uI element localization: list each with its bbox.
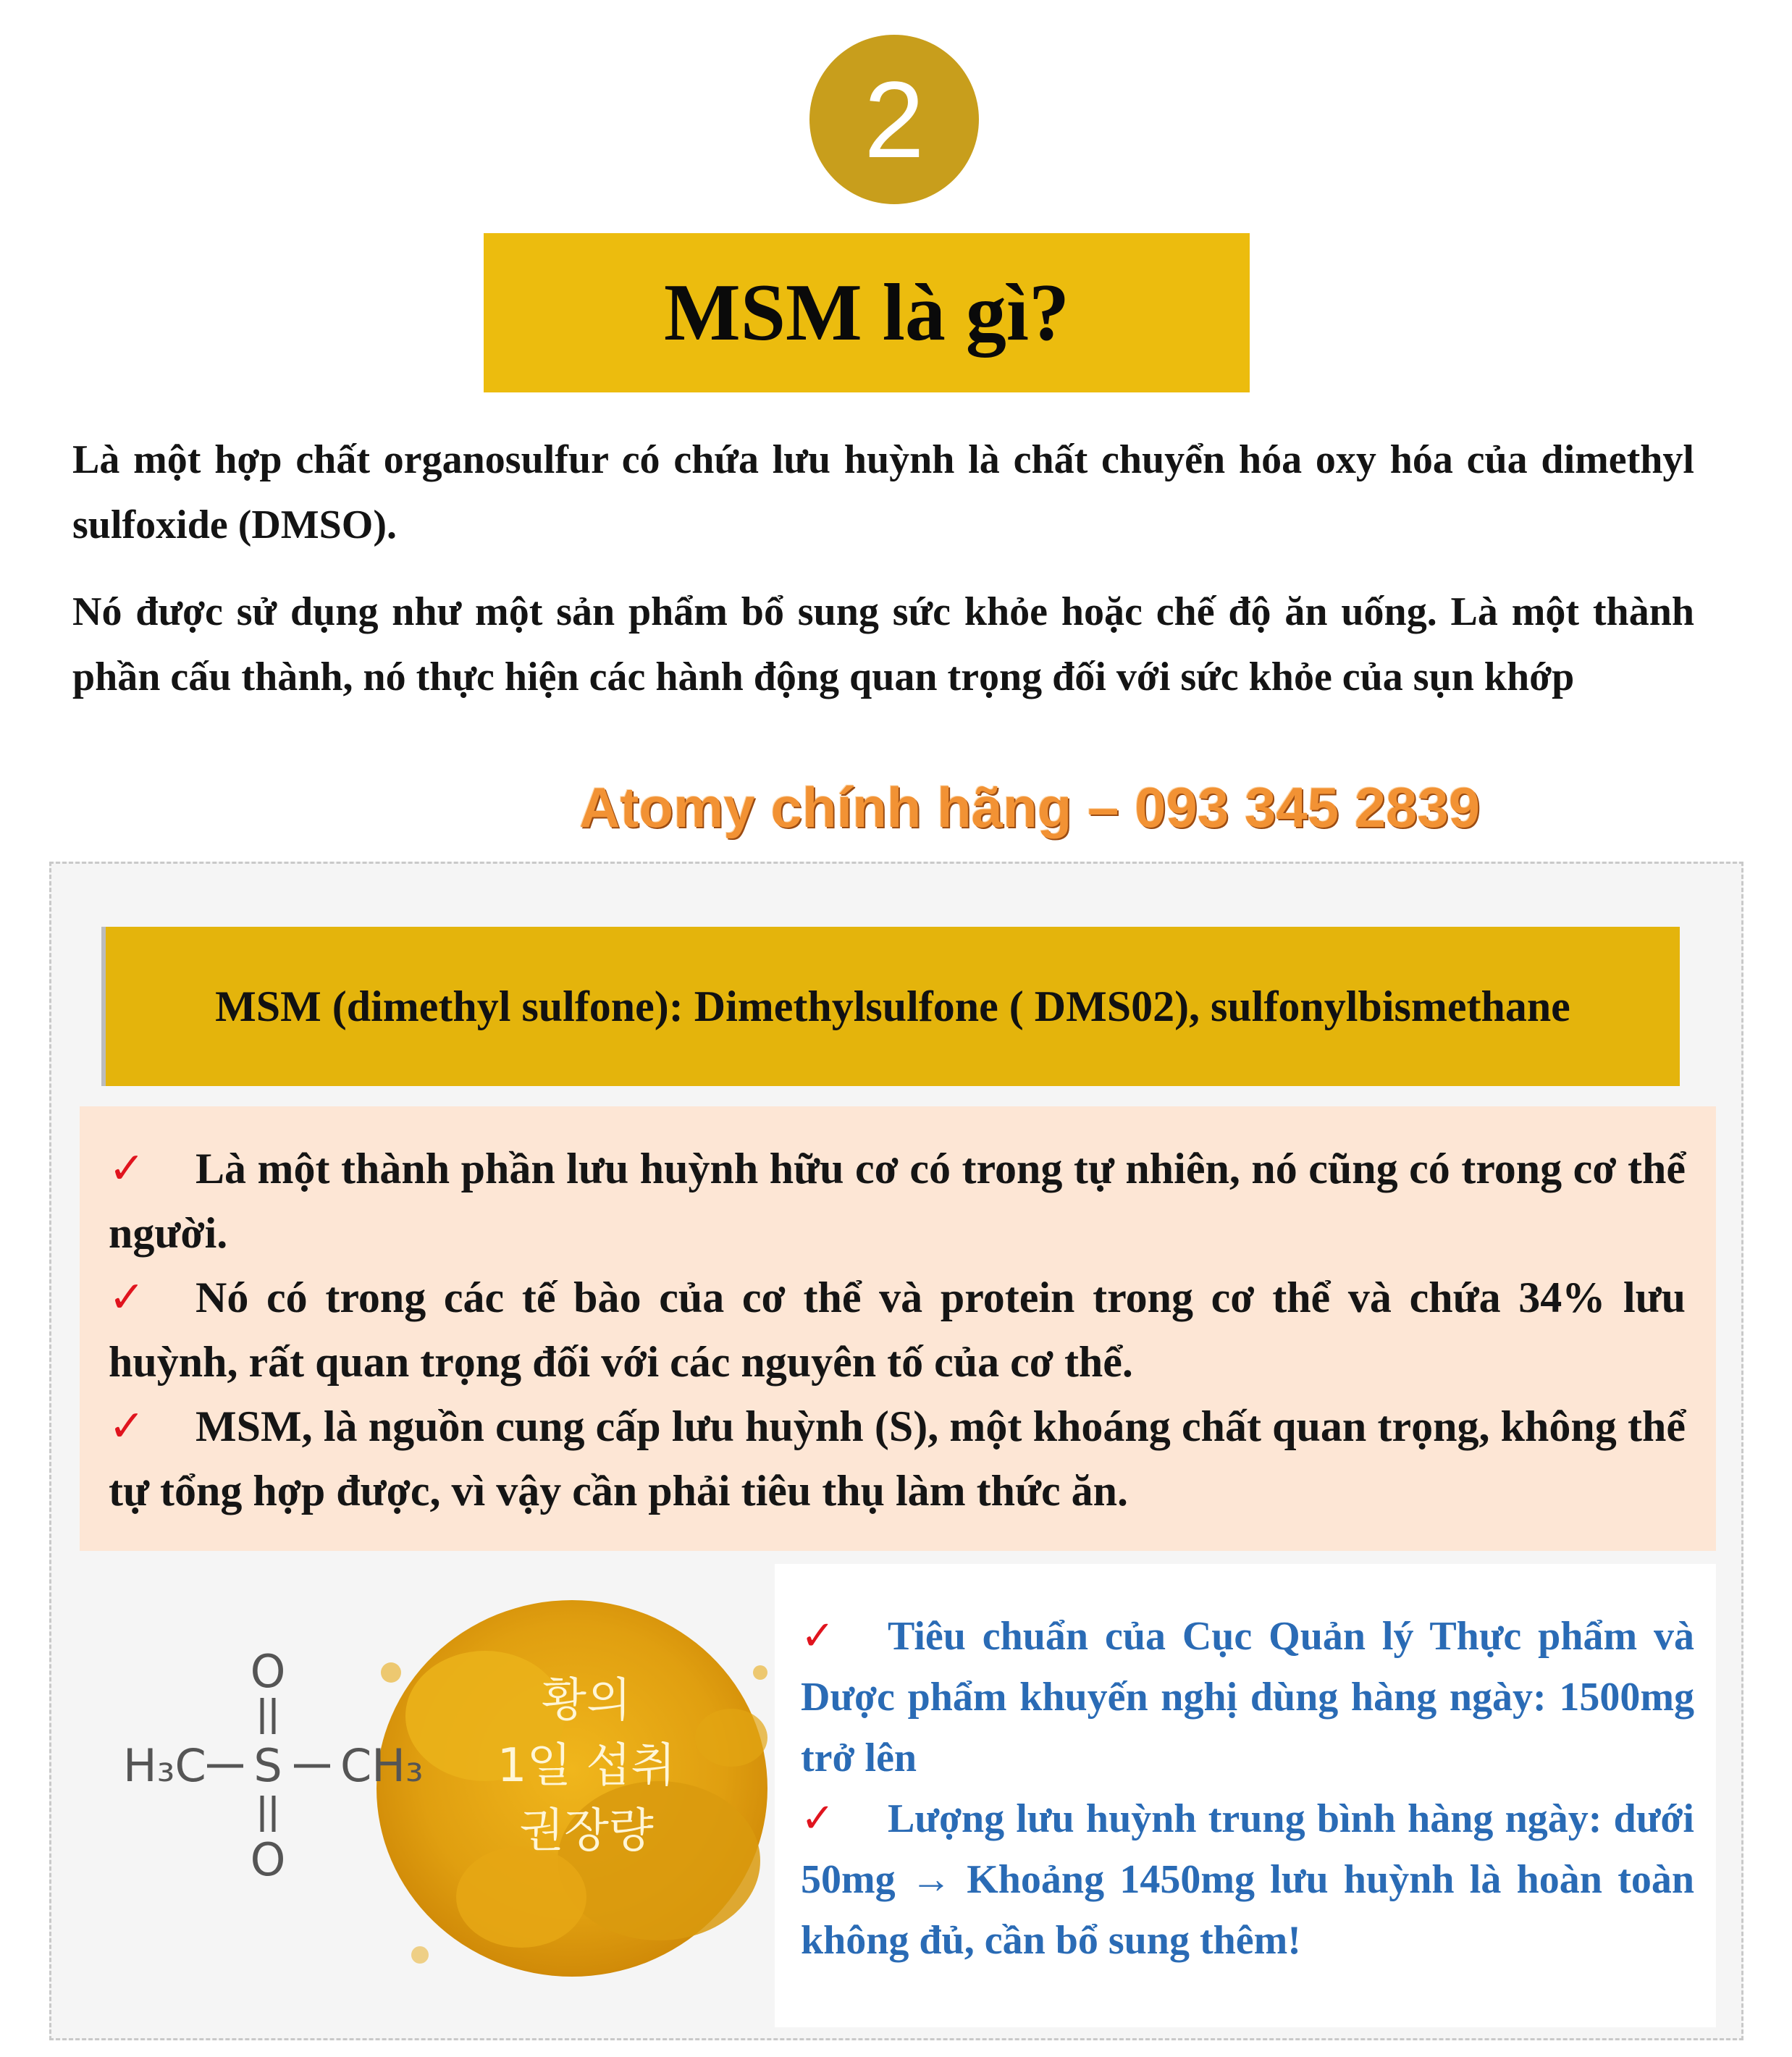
intro-text bbox=[72, 427, 1694, 710]
fact-item bbox=[109, 1266, 1686, 1395]
powder-label-line: 권장량 bbox=[519, 1804, 654, 1858]
check-icon: ✓ bbox=[801, 1795, 835, 1842]
daily-text: Tiêu chuẩn của Cục Quản lý Thực phẩm và Dược phẩm khuyến nghị dùng hàng ngày: 1500mg trở lên bbox=[801, 1614, 1694, 1780]
structural-formula bbox=[123, 1645, 424, 1886]
formula-left-group: H₃C bbox=[123, 1739, 206, 1792]
msm-structure-powder-image bbox=[80, 1549, 767, 2027]
msm-illustration bbox=[80, 1549, 767, 2027]
formula-oxygen-top: O bbox=[250, 1645, 286, 1698]
powder-label-line: 1일 섭취 bbox=[497, 1739, 676, 1793]
daily-item bbox=[801, 1606, 1694, 1788]
definition-text: MSM (dimethyl sulfone): Dimethylsulfone ( DMS02), sulfonylbismethane bbox=[215, 982, 1570, 1030]
intro-paragraph-2: Nó được sử dụng như một sản phẩm bổ sung sức khỏe hoặc chế độ ăn uống. Là một thành phần cấu thành, nó thực hiện các hành động quan trọng đối với sức khỏe của sụn khớp bbox=[72, 589, 1694, 699]
watermark-contact: Atomy chính hãng – 093 345 2839 bbox=[579, 775, 1481, 839]
formula-right-group: CH₃ bbox=[340, 1739, 424, 1792]
title-banner bbox=[484, 233, 1250, 392]
daily-intake-box bbox=[775, 1564, 1716, 2027]
check-icon: ✓ bbox=[109, 1272, 146, 1323]
facts-box bbox=[80, 1106, 1716, 1551]
fact-text: Là một thành phần lưu huỳnh hữu cơ có trong tự nhiên, nó cũng có trong cơ thể người. bbox=[109, 1145, 1686, 1257]
check-icon: ✓ bbox=[109, 1143, 146, 1194]
daily-item bbox=[801, 1788, 1694, 1971]
page-title: MSM là gì? bbox=[664, 267, 1069, 358]
intro-paragraph-1: Là một hợp chất organosulfur có chứa lưu huỳnh là chất chuyển hóa oxy hóa của dimethyl sulfoxide (DMSO). bbox=[72, 437, 1694, 547]
fact-item bbox=[109, 1395, 1686, 1523]
formula-oxygen-bottom: O bbox=[250, 1833, 286, 1886]
fact-text: Nó có trong các tế bào của cơ thể và protein trong cơ thể và chứa 34% lưu huỳnh, rất quan trọng đối với các nguyên tố của cơ thể. bbox=[109, 1274, 1686, 1386]
fact-item bbox=[109, 1137, 1686, 1266]
check-icon: ✓ bbox=[801, 1612, 835, 1660]
daily-text: Lượng lưu huỳnh trung bình hàng ngày: dưới 50mg → Khoảng 1450mg lưu huỳnh là hoàn toàn không đủ, cần bổ sung thêm! bbox=[801, 1796, 1694, 1963]
check-icon: ✓ bbox=[109, 1401, 146, 1452]
definition-banner bbox=[101, 927, 1680, 1086]
powder-label-line: 황의 bbox=[542, 1674, 631, 1728]
step-number: 2 bbox=[864, 59, 925, 180]
formula-sulfur: S bbox=[253, 1739, 282, 1792]
step-number-badge bbox=[809, 35, 979, 204]
fact-text: MSM, là nguồn cung cấp lưu huỳnh (S), một khoáng chất quan trọng, không thể tự tổng hợp được, vì vậy cần phải tiêu thụ làm thức ăn. bbox=[109, 1402, 1686, 1515]
